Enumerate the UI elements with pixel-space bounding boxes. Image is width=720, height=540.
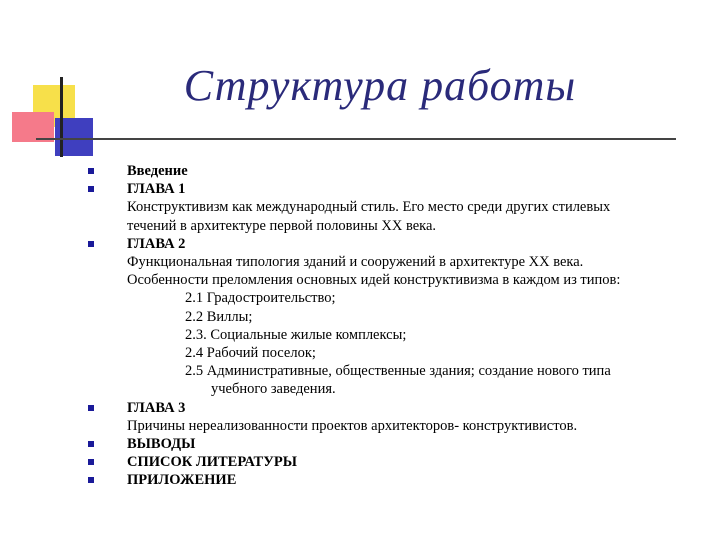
chapter-2-subitem: 2.2 Виллы; [185, 308, 253, 325]
chapter-2-subitem: 2.3. Социальные жилые комплексы; [185, 326, 407, 343]
square-bullet-icon [88, 459, 94, 465]
slide-title: Структура работы [183, 61, 577, 110]
list-item-chapter-3 [88, 399, 698, 417]
list-item-conclusions [88, 435, 698, 453]
square-bullet-icon [88, 441, 94, 447]
list-item-label: ГЛАВА 3 [127, 399, 186, 416]
list-item-chapter-2 [88, 235, 698, 253]
list-item-appendix [88, 471, 698, 489]
list-item-intro [88, 162, 698, 180]
chapter-1-description-line-1: Конструктивизм как международный стиль. Его место среди других стилевых [127, 199, 611, 216]
list-item-label: Введение [127, 163, 188, 179]
list-item-label: ПРИЛОЖЕНИЕ [127, 472, 237, 489]
list-item-label: ГЛАВА 1 [127, 181, 186, 198]
list-item-label: СПИСОК ЛИТЕРАТУРЫ [127, 454, 297, 471]
chapter-1-description-line-2: течений в архитектуре первой половины ХХ века. [127, 217, 437, 234]
chapter-2-description-line-1: Функциональная типология зданий и сооружений в архитектуре ХХ века. [127, 254, 584, 271]
square-bullet-icon [88, 186, 94, 192]
chapter-2-subitem: 2.4 Рабочий поселок; [185, 345, 316, 362]
chapter-2-description-line-2: Особенности преломления основных идей конструктивизма в каждом из типов: [127, 272, 621, 289]
chapter-3-description: Причины нереализованности проектов архитекторов- конструктивистов. [127, 417, 578, 434]
outline-list [88, 162, 698, 490]
list-item-chapter-1 [88, 180, 698, 198]
chapter-2-subitem: 2.1 Градостроительство; [185, 290, 336, 307]
list-item-references [88, 453, 698, 471]
chapter-2-subitem: 2.5 Административные, общественные здания; создание нового типа [185, 363, 611, 380]
square-bullet-icon [88, 168, 94, 174]
list-item-label: ГЛАВА 2 [127, 235, 186, 252]
list-item-label: ВЫВОДЫ [127, 436, 196, 453]
square-bullet-icon [88, 405, 94, 411]
chapter-2-subitem-continuation: учебного заведения. [211, 381, 336, 398]
square-bullet-icon [88, 477, 94, 483]
decor-horizontal-line [36, 138, 676, 140]
square-bullet-icon [88, 241, 94, 247]
